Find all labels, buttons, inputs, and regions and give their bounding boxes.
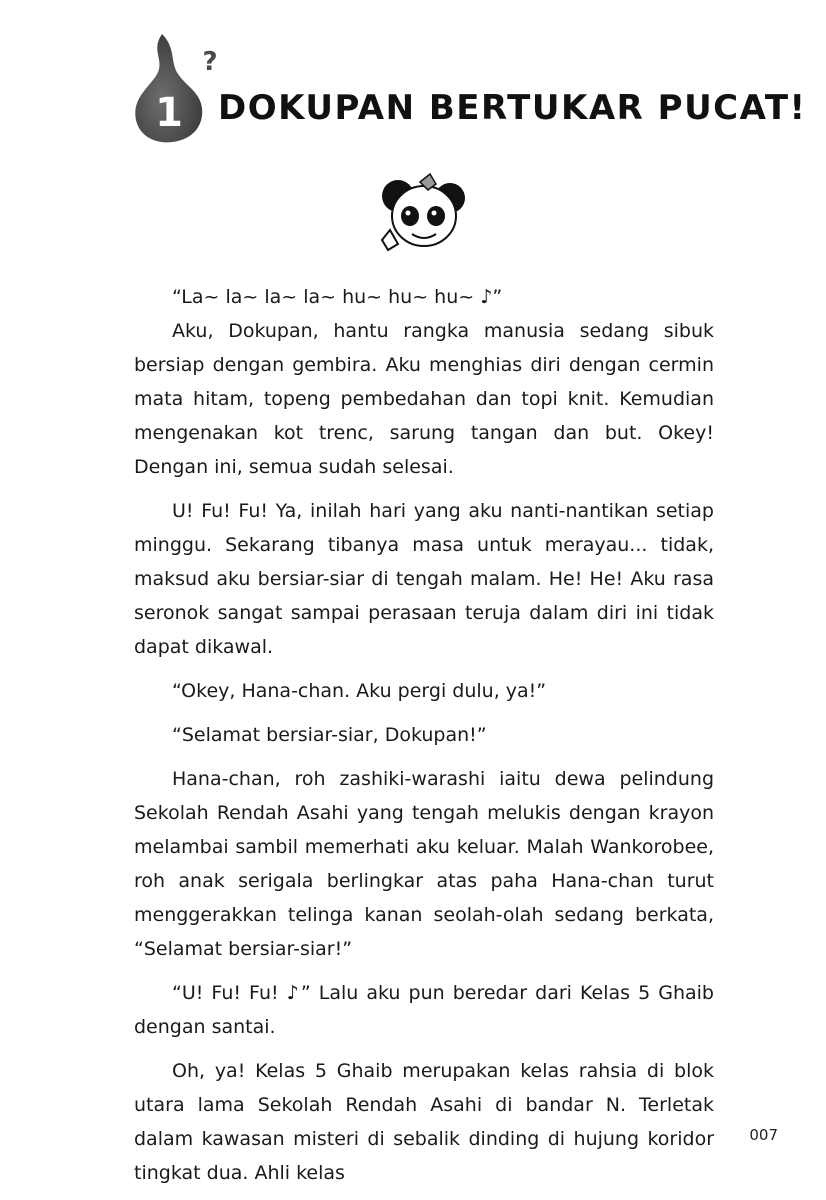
paragraph: Aku, Dokupan, hantu rangka manusia sedang sibuk bersiap dengan gembira. Aku menghias diri dengan cermin mata hitam, topeng pembedahan dan topi knit. Kemudian mengenakan kot trenc, sarung tangan dan but. Okey! Dengan ini, semua sudah selesai.	[134, 320, 714, 478]
paragraph: U! Fu! Fu! Ya, inilah hari yang aku nanti-nantikan setiap minggu. Sekarang tibanya masa untuk merayau... tidak, maksud aku bersiar-siar di tengah malam. He! He! Aku rasa seronok sangat sampai perasaan teruja dalam diri ini tidak dapat dikawal.	[134, 500, 714, 658]
paragraph: Hana-chan, roh zashiki-warashi iaitu dewa pelindung Sekolah Rendah Asahi yang tengah melukis dengan krayon melambai sambil memerhati aku keluar. Malah Wankorobee, roh anak serigala berlingkar atas paha Hana-chan turut menggerakkan telinga kanan seolah-olah sedang berkata, “Selamat bersiar-siar!”	[134, 768, 714, 960]
page-number: 007	[749, 1126, 778, 1144]
story-text	[134, 280, 714, 1190]
ghost-flame-icon	[132, 30, 224, 146]
paragraph: “U! Fu! Fu! ♪” Lalu aku pun beredar dari Kelas 5 Ghaib dengan santai.	[134, 982, 714, 1038]
paragraph: “La~ la~ la~ la~ hu~ hu~ hu~ ♪”	[172, 286, 503, 308]
skull-girl-mascot-icon	[372, 170, 472, 260]
chapter-number: 1	[155, 90, 183, 136]
paragraph: “Okey, Hana-chan. Aku pergi dulu, ya!”	[172, 680, 547, 702]
paragraph: Oh, ya! Kelas 5 Ghaib merupakan kelas rahsia di blok utara lama Sekolah Rendah Asahi di bandar N. Terletak dalam kawasan misteri di sebalik dinding di hujung koridor tingkat dua. Ahli kelas	[134, 1060, 714, 1184]
paragraph: “Selamat bersiar-siar, Dokupan!”	[172, 724, 487, 746]
question-mark-icon: ?	[202, 47, 218, 77]
chapter-title: DOKUPAN BERTUKAR PUCAT!	[218, 88, 807, 128]
